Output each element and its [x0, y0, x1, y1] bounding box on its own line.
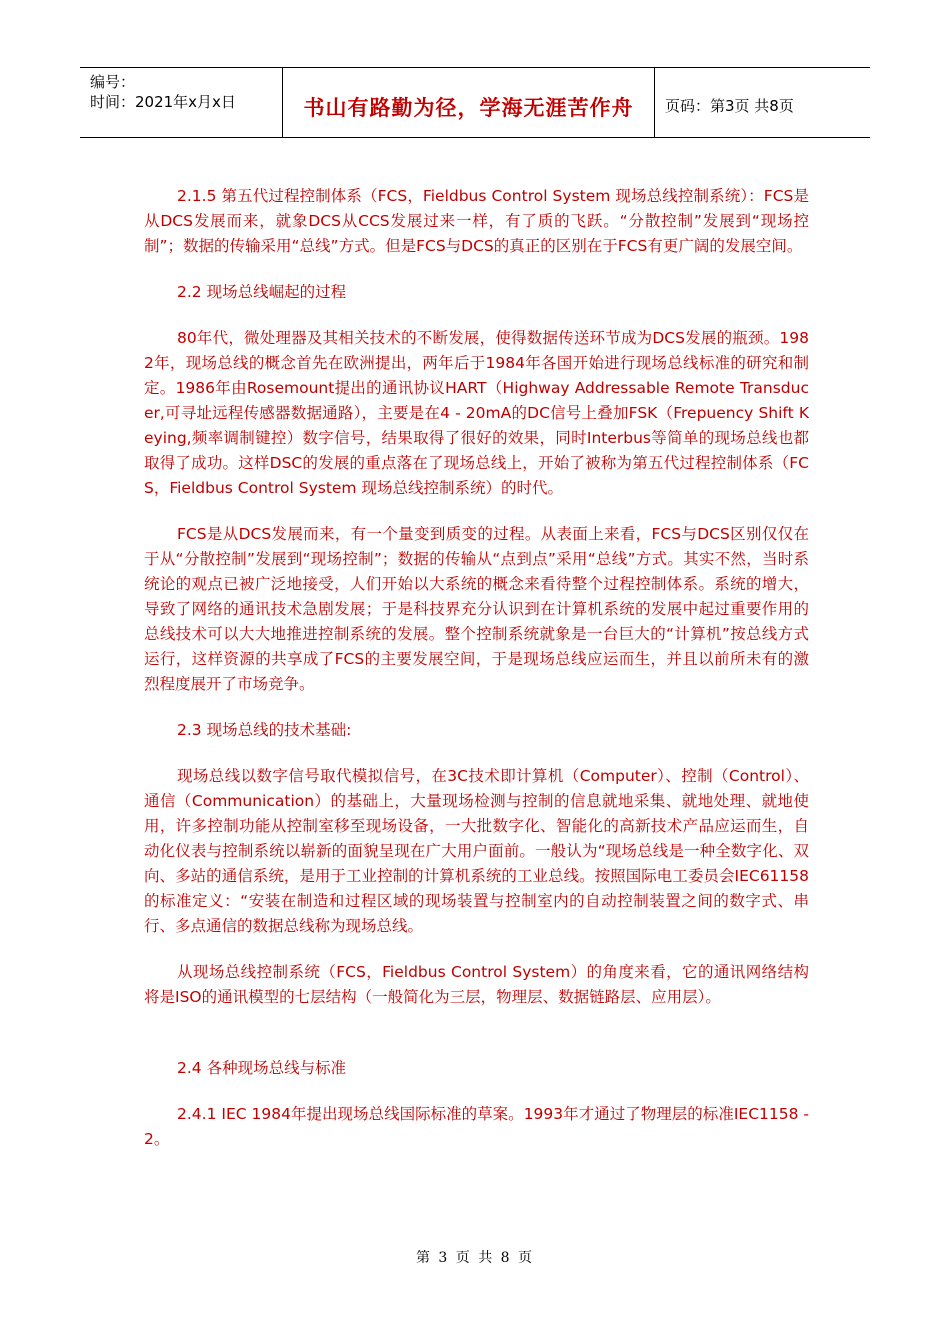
- header-page-info: 页码：第3页 共8页: [665, 97, 794, 115]
- header-motto-cell: [283, 68, 655, 137]
- document-date-label: 时间：2021年x月x日: [90, 93, 236, 111]
- section-heading-2-2: 2.2 现场总线崛起的过程: [177, 283, 347, 301]
- paragraph-2-3-b: 从现场总线控制系统（FCS，Fieldbus Control System）的角度来看，它的通讯网络结构将是ISO的通讯模型的七层结构（一般简化为三层，物理层、数据链路层、应用层）。: [144, 963, 809, 1006]
- paragraph-2-2-a: 80年代，微处理器及其相关技术的不断发展，使得数据传送环节成为DCS发展的瓶颈。1982年，现场总线的概念首先在欧洲提出，两年后于1984年各国开始进行现场总线标准的研究和制定。1986年由Rosemount提出的通讯协议HART（Highway Addressable Remote Transducer,可寻址远程传感器数据通路），主要是在4 - 20mA的DC信号上叠加FSK（Frepuency Shift Keying,频率调制键控）数字信号，结果取得了很好的效果，同时Interbus等简单的现场总线也都取得了成功。这样DSC的发展的重点落在了现场总线上，开始了被称为第五代过程控制体系（FCS，Fieldbus Control System 现场总线控制系统）的时代。: [144, 329, 809, 497]
- paragraph-2-2-b: FCS是从DCS发展而来，有一个量变到质变的过程。从表面上来看，FCS与DCS区别仅仅在于从“分散控制”发展到“现场控制”；数据的传输从“点到点”采用“总线”方式。其实不然，当时系统论的观点已被广泛地接受，人们开始以大系统的概念来看待整个过程控制体系。系统的增大，导致了网络的通讯技术急剧发展；于是科技界充分认识到在计算机系统的发展中起过重要作用的总线技术可以大大地推进控制系统的发展。整个控制系统就象是一台巨大的“计算机”按总线方式运行，这样资源的共享成了FCS的主要发展空间，于是现场总线应运而生，并且以前所未有的激烈程度展开了市场竞争。: [144, 525, 809, 693]
- header-page-cell: [655, 68, 870, 137]
- paragraph-2-4-1: 2.4.1 IEC 1984年提出现场总线国际标准的草案。1993年才通过了物理层的标准IEC1158 - 2。: [144, 1105, 809, 1148]
- document-number-label: 编号：: [90, 73, 136, 91]
- page-footer: 第 3 页 共 8 页: [415, 1250, 535, 1266]
- document-body: [144, 184, 809, 1152]
- section-heading-2-3: 2.3 现场总线的技术基础:: [177, 721, 352, 739]
- paragraph-2-3-a: 现场总线以数字信号取代模拟信号，在3C技术即计算机（Computer）、控制（Control）、通信（Communication）的基础上，大量现场检测与控制的信息就地采集、就地处理、就地使用，许多控制功能从控制室移至现场设备，一大批数字化、智能化的高新技术产品应运而生，自动化仪表与控制系统以崭新的面貌呈现在广大用户面前。一般认为“现场总线是一种全数字化、双向、多站的通信系统，是用于工业控制的计算机系统的工业总线。按照国际电工委员会IEC61158的标准定义：“安装在制造和过程区域的现场装置与控制室内的自动控制装置之间的数字式、串行、多点通信的数据总线称为现场总线。: [144, 767, 809, 935]
- page-header: [80, 67, 870, 138]
- header-motto: 书山有路勤为径，学海无涯苦作舟: [303, 96, 634, 120]
- header-left-cell: [80, 68, 283, 137]
- paragraph-2-1-5: 2.1.5 第五代过程控制体系（FCS，Fieldbus Control System 现场总线控制系统）：FCS是从DCS发展而来，就象DCS从CCS发展过来一样，有了质的飞跃。“分散控制”发展到“现场控制”；数据的传输采用“总线”方式。但是FCS与DCS的真正的区别在于FCS有更广阔的发展空间。: [144, 187, 809, 255]
- section-heading-2-4: 2.4 各种现场总线与标准: [177, 1059, 347, 1077]
